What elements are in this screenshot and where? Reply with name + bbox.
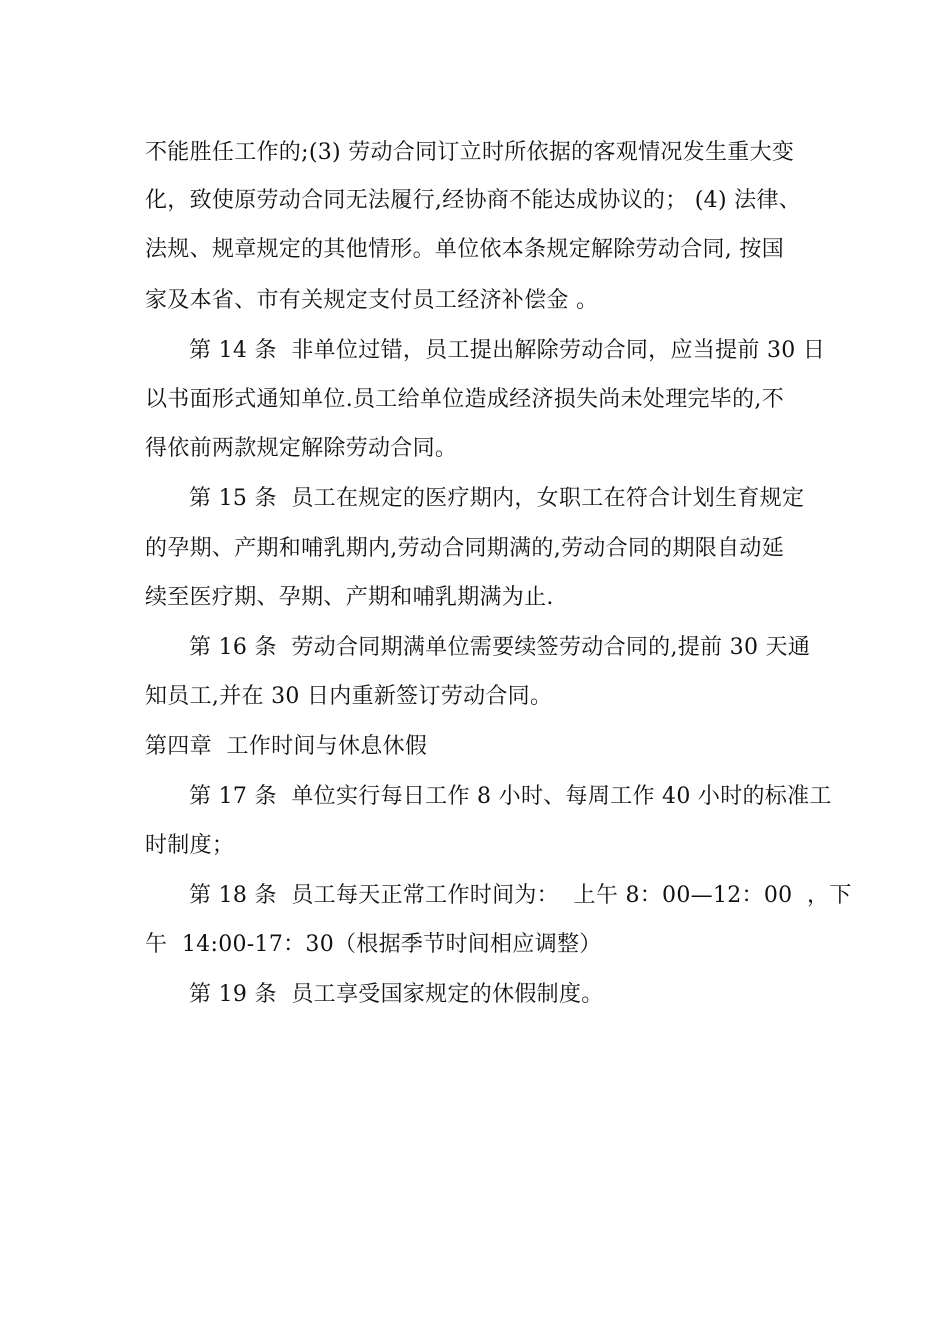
article-15-heading-line: 第 15 条 员工在规定的医疗期内，女职工在符合计划生育规定 (189, 486, 805, 511)
text-line: 时制度； (145, 833, 235, 858)
text-line: 家及本省、市有关规定支付员工经济补偿金 。 (145, 288, 599, 313)
article-16-heading-line: 第 16 条 劳动合同期满单位需要续签劳动合同的,提前 30 天通 (189, 635, 811, 660)
text-line: 的孕期、产期和哺乳期内,劳动合同期满的,劳动合同的期限自动延 (145, 536, 784, 561)
text-line: 午 14:00-17：30（根据季节时间相应调整） (145, 932, 602, 957)
text-line: 知员工,并在 30 日内重新签订劳动合同。 (145, 684, 553, 709)
text-line: 以书面形式通知单位.员工给单位造成经济损失尚未处理完毕的,不 (145, 387, 784, 412)
article-19-heading-line: 第 19 条 员工享受国家规定的休假制度。 (189, 982, 604, 1007)
text-line: 得依前两款规定解除劳动合同。 (145, 436, 458, 461)
text-line: 化，致使原劳动合同无法履行,经协商不能达成协议的； (4) 法律、 (145, 188, 802, 213)
text-line: 不能胜任工作的;(3) 劳动合同订立时所依据的客观情况发生重大变 (145, 140, 795, 165)
article-18-heading-line: 第 18 条 员工每天正常工作时间为： 上午 8：00—12：00 ，下 (189, 883, 852, 908)
chapter-4-heading: 第四章 工作时间与休息休假 (145, 734, 428, 759)
article-17-heading-line: 第 17 条 单位实行每日工作 8 小时、每周工作 40 小时的标准工 (189, 784, 832, 809)
text-line: 法规、规章规定的其他情形。单位依本条规定解除劳动合同, 按国 (145, 237, 784, 262)
article-14-heading-line: 第 14 条 非单位过错，员工提出解除劳动合同，应当提前 30 日 (189, 338, 826, 363)
text-line: 续至医疗期、孕期、产期和哺乳期满为止. (145, 585, 554, 610)
